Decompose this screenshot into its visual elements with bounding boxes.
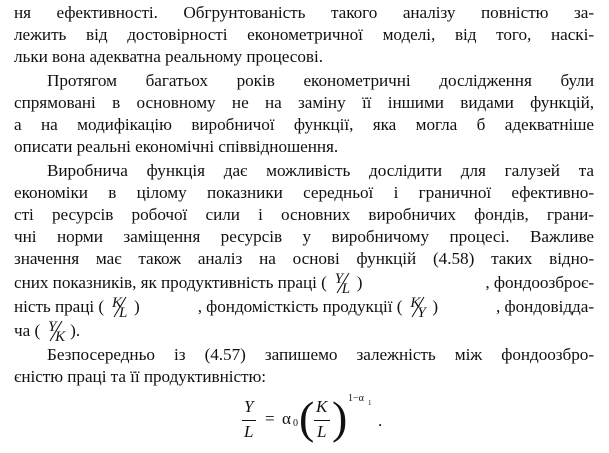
- text-line: економіки в цілому показники середньої і граничної ефективно-: [14, 183, 594, 202]
- text-line: спрямовані в основному не на заміну її іншими видами функцій,: [14, 93, 594, 112]
- text-segment: сних показників, як продуктивність праці: [14, 273, 317, 292]
- fraction-capital-labor: [106, 295, 132, 322]
- text-line: Безпосередньо із (4.57) запишемо залежність між фондоозбро-: [47, 345, 594, 364]
- formula-fraction-bar: [314, 420, 330, 421]
- text-line: ня ефективності. Обгрунтованість такого аналізу повністю за-: [14, 3, 594, 22]
- fraction-numerator: K: [112, 295, 122, 312]
- text-line: значення має також аналіз на основі функцій (4.58) таких відно-: [14, 249, 594, 268]
- fraction-numerator: K: [410, 295, 421, 312]
- formula-lhs-numerator: Y: [244, 397, 254, 416]
- fraction-denominator: K: [55, 329, 66, 346]
- text-line-with-fraction: ча ( Y K ).: [14, 320, 594, 343]
- text-segment: .: [75, 321, 81, 340]
- text-line: Виробнича функція дає можливість дослідити для галузей та: [47, 161, 594, 180]
- text-line: льки вона адекватна реальному процесові.: [14, 47, 323, 66]
- fraction-capital-intensity: [404, 295, 430, 322]
- text-line-with-fraction: сних показників, як продуктивність праці ( Y L ) , фондоозброє-: [14, 272, 594, 295]
- fraction-denominator: Y: [417, 305, 426, 322]
- formula-equals: =: [265, 409, 275, 428]
- formula-coefficient: α: [282, 409, 291, 428]
- formula-period: .: [378, 411, 383, 430]
- text-line: описати реальні економічні співвідношення.: [14, 137, 339, 156]
- text-line: а на модифікацію виробничої функції, яка могла б адекватніше: [14, 115, 594, 134]
- text-segment: ність праці: [14, 297, 95, 316]
- formula-coefficient-subscript: 0: [293, 418, 298, 429]
- text-segment: ча: [14, 321, 31, 340]
- text-line: Протягом багатьох років економетричні дослідження були: [47, 71, 594, 90]
- fraction-denominator: L: [341, 281, 351, 298]
- formula-fraction-bar: [242, 420, 256, 421]
- formula-labor-productivity: [232, 375, 392, 445]
- formula-right-paren: ): [332, 392, 348, 443]
- formula-left-paren: (: [299, 392, 315, 443]
- text-segment: , фондомісткість продукції: [197, 297, 393, 316]
- fraction-numerator: Y: [334, 271, 344, 288]
- text-line: єністю праці та її продуктивністю:: [14, 367, 267, 386]
- fraction-productivity: [329, 271, 355, 298]
- formula-rhs-numerator: K: [316, 397, 328, 416]
- text-line: лежить від достовірності економетричної моделі, від того, наскі-: [14, 25, 594, 44]
- text-line-with-fraction: ність праці ( K L ) , фондомісткість продукції ( K Y ) , фондовіддa-: [14, 296, 594, 319]
- text-segment: , фондовіддa-: [496, 297, 594, 316]
- formula-exponent: 1−α: [348, 393, 364, 404]
- text-segment: , фондоозброє-: [485, 273, 594, 292]
- fraction-numerator: Y: [48, 319, 57, 336]
- fraction-capital-productivity: [42, 319, 68, 346]
- text-line: чні норми заміщення ресурсів у виробничому процесі. Важливе: [14, 227, 594, 246]
- formula-rhs-denominator: L: [317, 422, 327, 441]
- text-line: сті ресурсів робочої сили і основних виробничих фондів, грани-: [14, 205, 594, 224]
- formula-exponent-subscript: 1: [368, 399, 372, 407]
- formula-lhs-denominator: L: [244, 422, 254, 441]
- fraction-denominator: L: [119, 305, 128, 322]
